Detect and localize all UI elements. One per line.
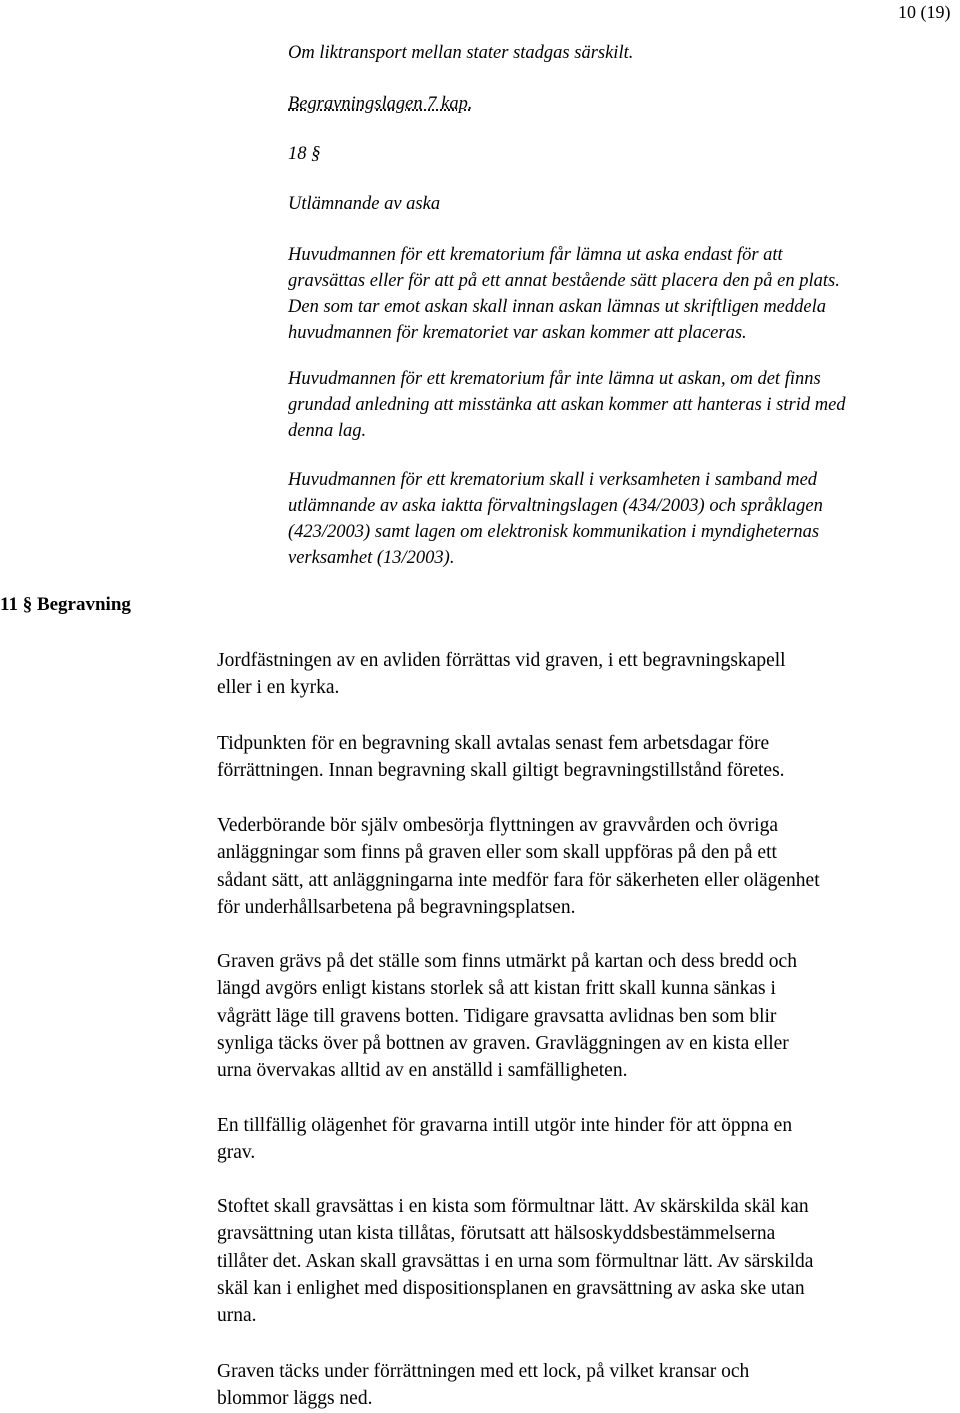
text-line: Huvudmannen för ett krematorium får lämna ut aska endast för att [288, 245, 783, 265]
text-line: gravsättas eller för att på ett annat bestående sätt placera den på en plats. [288, 271, 840, 291]
quote-paragraph [288, 467, 960, 571]
text-line: utlämnande av aska iaktta förvaltningslagen (434/2003) och språklagen [288, 496, 823, 516]
text-line: verksamhet (13/2003). [288, 548, 455, 568]
text-line: Huvudmannen för ett krematorium får inte lämna ut askan, om det finns [288, 369, 821, 389]
text-line: skäl kan i enlighet med dispositionsplanen en gravsättning av aska ske utan [217, 1277, 805, 1299]
body-paragraph [217, 1193, 960, 1329]
body-paragraph [217, 1112, 960, 1167]
body-paragraph [217, 647, 960, 702]
body-paragraph [217, 812, 960, 921]
text-line: gravsättning utan kista tillåtas, förutsatt att hälsoskyddsbestämmelserna [217, 1223, 776, 1245]
quote-heading-text: Utlämnande av aska [288, 194, 441, 214]
text-line: blommor läggs ned. [217, 1388, 373, 1410]
law-reference-link[interactable]: Begravningslagen 7 kap. [288, 94, 473, 114]
text-line: längd avgörs enligt kistans storlek så att kistan fritt skall kunna sänkas i [217, 978, 776, 1000]
quote-heading [288, 191, 960, 217]
quote-paragraph [288, 242, 960, 346]
text-line: för underhållsarbetena på begravningsplatsen. [217, 896, 576, 918]
text-line: urna övervakas alltid av en anställd i samfälligheten. [217, 1060, 628, 1082]
text-line: Stoftet skall gravsättas i en kista som förmultnar lätt. Av skärskilda skäl kan [217, 1196, 809, 1217]
text-line: förrättningen. Innan begravning skall giltigt begravningstillstånd företes. [217, 760, 785, 782]
law-reference [288, 91, 960, 117]
body-paragraph [217, 1358, 960, 1413]
text-line: Den som tar emot askan skall innan askan lämnas ut skriftligen meddela [288, 297, 826, 317]
text-line: synliga täcks över på bottnen av graven. Gravläggningen av en kista eller [217, 1032, 789, 1054]
text-line: urna. [217, 1305, 257, 1327]
quote-intro-text: Om liktransport mellan stater stadgas särskilt. [288, 43, 634, 63]
text-line: Huvudmannen för ett krematorium skall i verksamheten i samband med [288, 470, 818, 490]
page-number: 10 (19) [898, 2, 951, 22]
text-line: eller i en kyrka. [217, 677, 340, 699]
text-line: vågrätt läge till gravens botten. Tidigare gravsatta avlidnas ben som blir [217, 1005, 777, 1027]
text-line: (423/2003) samt lagen om elektronisk kommunikation i myndigheternas [288, 522, 820, 542]
text-line: denna lag. [288, 421, 367, 441]
text-line: grav. [217, 1142, 256, 1164]
text-line: sådant sätt, att anläggningarna inte medför fara för säkerheten eller olägenhet [217, 869, 820, 891]
text-line: huvudmannen för krematoriet var askan kommer att placeras. [288, 323, 747, 343]
text-line: Vederbörande bör själv ombesörja flyttningen av gravvården och övriga [217, 815, 778, 836]
text-line: En tillfällig olägenhet för gravarna intill utgör inte hinder för att öppna en [217, 1115, 793, 1136]
text-line: Jordfästningen av en avliden förrättas vid graven, i ett begravningskapell [217, 650, 786, 671]
quote-paragraph [288, 366, 960, 444]
section-heading: 11 § Begravning [0, 594, 131, 615]
body-paragraph [217, 948, 960, 1084]
text-line: grundad anledning att misstänka att askan kommer att hanteras i strid med [288, 395, 846, 415]
paragraph-number-text: 18 § [288, 144, 321, 164]
text-line: Graven täcks under förrättningen med ett lock, på vilket kransar och [217, 1361, 750, 1382]
body-paragraph [217, 730, 960, 785]
text-line: tillåter det. Askan skall gravsättas i en urna som förmultnar lätt. Av särskilda [217, 1250, 814, 1272]
quote-intro [288, 40, 960, 66]
text-line: Graven grävs på det ställe som finns utmärkt på kartan och dess bredd och [217, 951, 797, 972]
paragraph-number [288, 141, 960, 167]
text-line: Tidpunkten för en begravning skall avtalas senast fem arbetsdagar före [217, 733, 770, 754]
text-line: anläggningar som finns på graven eller som skall uppföras på den på ett [217, 842, 777, 864]
